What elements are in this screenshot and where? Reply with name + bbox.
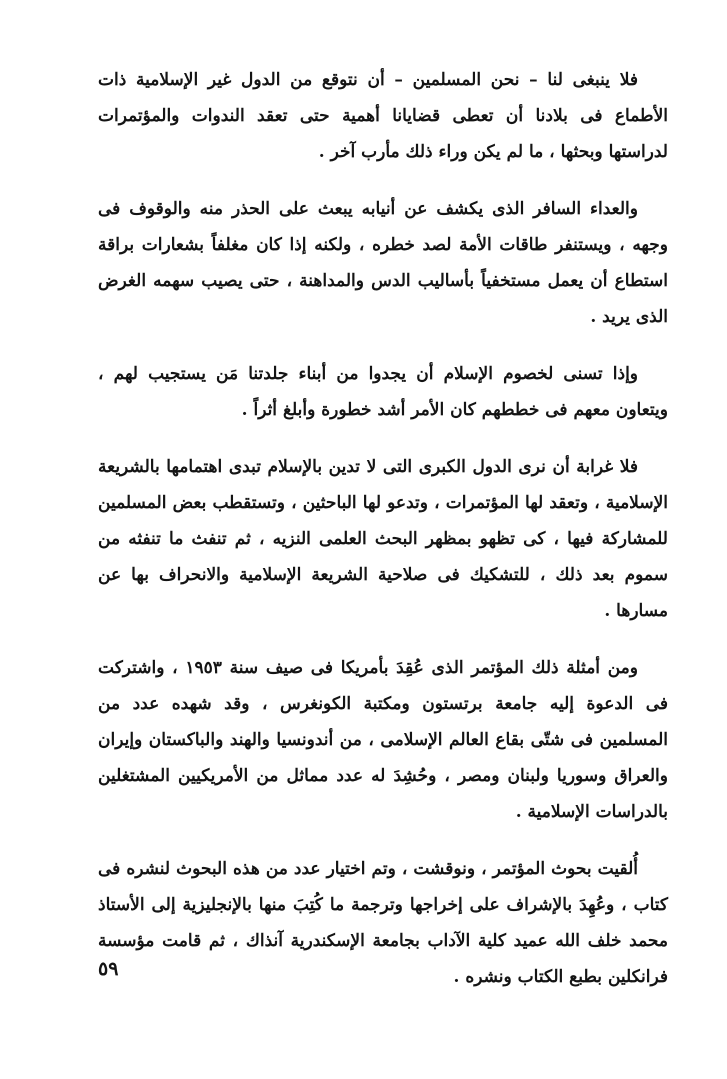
paragraph-3: وإذا تسنى لخصوم الإسلام أن يجدوا من أبناء جلدتنا مَن يستجيب لهم ، ويتعاون معهم فى خططهم كان الأمر أشد خطورة وأبلغ أثراً . — [98, 364, 668, 420]
page-body — [98, 62, 668, 1016]
page-number: ٥٩ — [98, 958, 119, 980]
paragraph-6: أُلقيت بحوث المؤتمر ، ونوقشت ، وتم اختيار عدد من هذه البحوث لنشره فى كتاب ، وعُهِدَ بالإشراف على إخراجها وترجمة ما كُتِبَ منها بالإنجليزية إلى الأستاذ محمد خلف الله عميد كلية الآداب بجامعة الإسكندرية آنذاك ، ثم قامت مؤسسة فرانكلين بطبع الكتاب ونشره . — [98, 859, 668, 987]
paragraph-5: ومن أمثلة ذلك المؤتمر الذى عُقِدَ بأمريكا فى صيف سنة ١٩٥٣ ، واشتركت فى الدعوة إليه جامعة برتستون ومكتبة الكونغرس ، وقد شهده عدد من المسلمين فى شتّى بقاع العالم الإسلامى ، من أندونسيا والهند والباكستان وإيران والعراق وسوريا ولبنان ومصر ، وحُشِدَ له عدد مماثل من الأمريكيين المشتغلين بالدراسات الإسلامية . — [98, 658, 668, 822]
paragraph-1: فلا ينبغى لنا – نحن المسلمين – أن نتوقع من الدول غير الإسلامية ذات الأطماع فى بلادنا أن تعطى قضايانا أهمية حتى تعقد الندوات والمؤتمرات لدراستها وبحثها ، ما لم يكن وراء ذلك مأرب آخر . — [98, 70, 668, 162]
paragraph-4: فلا غرابة أن نرى الدول الكبرى التى لا تدين بالإسلام تبدى اهتمامها بالشريعة الإسلامية ، وتعقد لها المؤتمرات ، وتدعو لها الباحثين ، وتستقطب بعض المسلمين للمشاركة فيها ، كى تظهو بمظهر البحث العلمى النزيه ، ثم تنفث ما تنفثه من سموم بعد ذلك ، للتشكيك فى صلاحية الشريعة الإسلامية والانحراف بها عن مسارها . — [98, 457, 668, 621]
paragraph-2: والعداء السافر الذى يكشف عن أنيابه يبعث على الحذر منه والوقوف فى وجهه ، ويستنفر طاقات الأمة لصد خطره ، ولكنه إذا كان مغلفاً بشعارات براقة استطاع أن يعمل مستخفياً بأساليب الدس والمداهنة ، حتى يصيب سهمه الغرض الذى يريد . — [98, 199, 668, 327]
